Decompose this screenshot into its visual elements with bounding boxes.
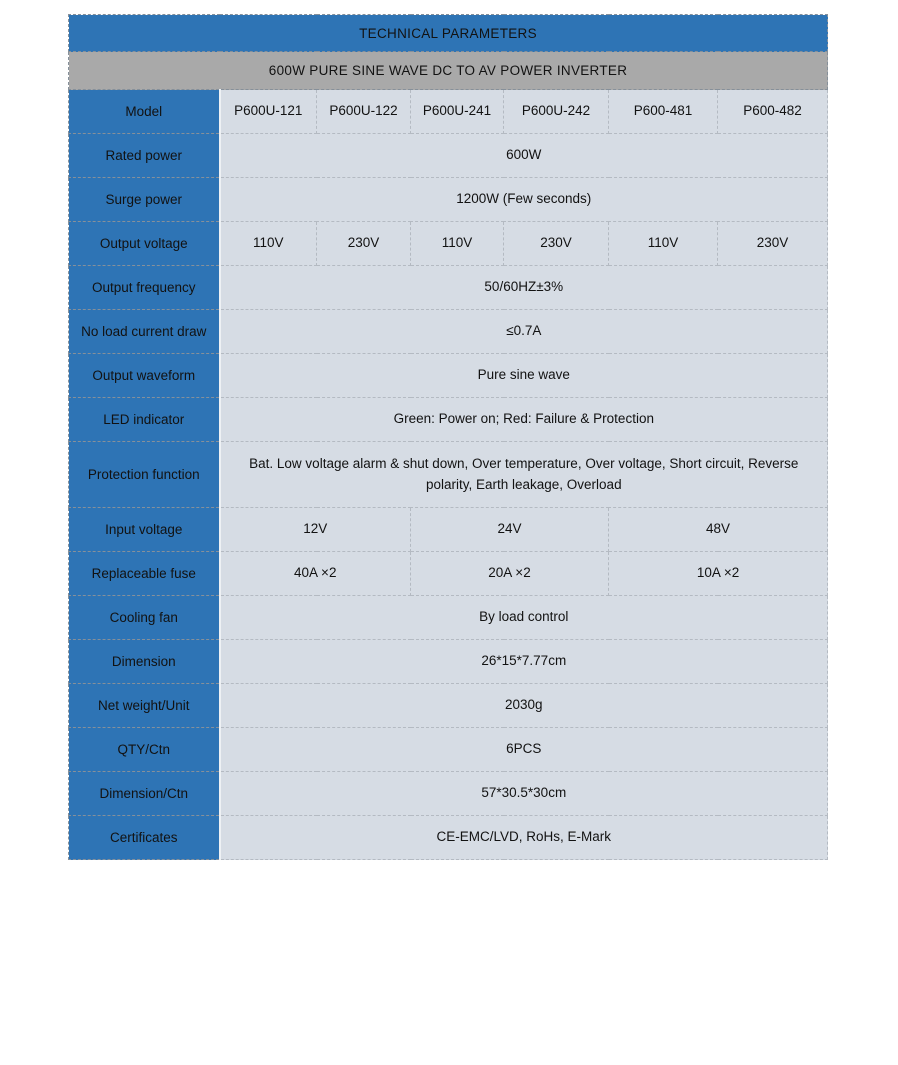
spec-cell: By load control [220, 596, 828, 640]
row-label: Surge power [69, 178, 220, 222]
spec-cell: 230V [718, 222, 828, 266]
table-row [69, 684, 828, 728]
row-label: Output waveform [69, 354, 220, 398]
table-subtitle: 600W PURE SINE WAVE DC TO AV POWER INVERTER [69, 52, 828, 90]
row-label: Certificates [69, 816, 220, 860]
spec-cell: 230V [317, 222, 411, 266]
spec-cell: 40A ×2 [220, 552, 411, 596]
spec-cell: 110V [220, 222, 317, 266]
spec-cell: Bat. Low voltage alarm & shut down, Over temperature, Over voltage, Short circuit, Reverse polarity, Earth leakage, Overload [220, 442, 828, 508]
spec-table [68, 14, 828, 860]
spec-cell: 230V [504, 222, 609, 266]
spec-cell: P600-482 [718, 90, 828, 134]
spec-cell: P600-481 [609, 90, 718, 134]
row-label: QTY/Ctn [69, 728, 220, 772]
table-row [69, 442, 828, 508]
table-row [69, 728, 828, 772]
row-label: Rated power [69, 134, 220, 178]
spec-cell: 12V [220, 508, 411, 552]
spec-cell: 600W [220, 134, 828, 178]
table-row [69, 178, 828, 222]
spec-cell: 110V [609, 222, 718, 266]
table-row [69, 310, 828, 354]
spec-cell: P600U-121 [220, 90, 317, 134]
spec-cell: 20A ×2 [411, 552, 609, 596]
row-label: Output frequency [69, 266, 220, 310]
table-row [69, 266, 828, 310]
spec-cell: 2030g [220, 684, 828, 728]
table-row [69, 816, 828, 860]
spec-cell: 1200W (Few seconds) [220, 178, 828, 222]
spec-cell: P600U-241 [411, 90, 504, 134]
table-row [69, 90, 828, 134]
table-row [69, 508, 828, 552]
table-row [69, 134, 828, 178]
spec-cell: 26*15*7.77cm [220, 640, 828, 684]
spec-cell: P600U-122 [317, 90, 411, 134]
spec-cell: CE-EMC/LVD, RoHs, E-Mark [220, 816, 828, 860]
spec-cell: 50/60HZ±3% [220, 266, 828, 310]
table-title: TECHNICAL PARAMETERS [69, 15, 828, 52]
spec-cell: 6PCS [220, 728, 828, 772]
row-label: Dimension [69, 640, 220, 684]
title-row [69, 15, 828, 52]
spec-cell: ≤0.7A [220, 310, 828, 354]
spec-cell: 10A ×2 [609, 552, 828, 596]
spec-cell: 24V [411, 508, 609, 552]
row-label: Cooling fan [69, 596, 220, 640]
table-row [69, 222, 828, 266]
table-row [69, 398, 828, 442]
row-label: Input voltage [69, 508, 220, 552]
spec-cell: Green: Power on; Red: Failure & Protection [220, 398, 828, 442]
row-label: LED indicator [69, 398, 220, 442]
subtitle-row [69, 52, 828, 90]
row-label: Protection function [69, 442, 220, 508]
table-row [69, 596, 828, 640]
spec-cell: P600U-242 [504, 90, 609, 134]
spec-cell: 110V [411, 222, 504, 266]
row-label: Model [69, 90, 220, 134]
table-row [69, 640, 828, 684]
spec-cell: 57*30.5*30cm [220, 772, 828, 816]
spec-cell: Pure sine wave [220, 354, 828, 398]
table-row [69, 772, 828, 816]
spec-table-body [69, 15, 828, 860]
table-row [69, 354, 828, 398]
row-label: Dimension/Ctn [69, 772, 220, 816]
spec-cell: 48V [609, 508, 828, 552]
row-label: No load current draw [69, 310, 220, 354]
row-label: Output voltage [69, 222, 220, 266]
row-label: Replaceable fuse [69, 552, 220, 596]
table-row [69, 552, 828, 596]
row-label: Net weight/Unit [69, 684, 220, 728]
